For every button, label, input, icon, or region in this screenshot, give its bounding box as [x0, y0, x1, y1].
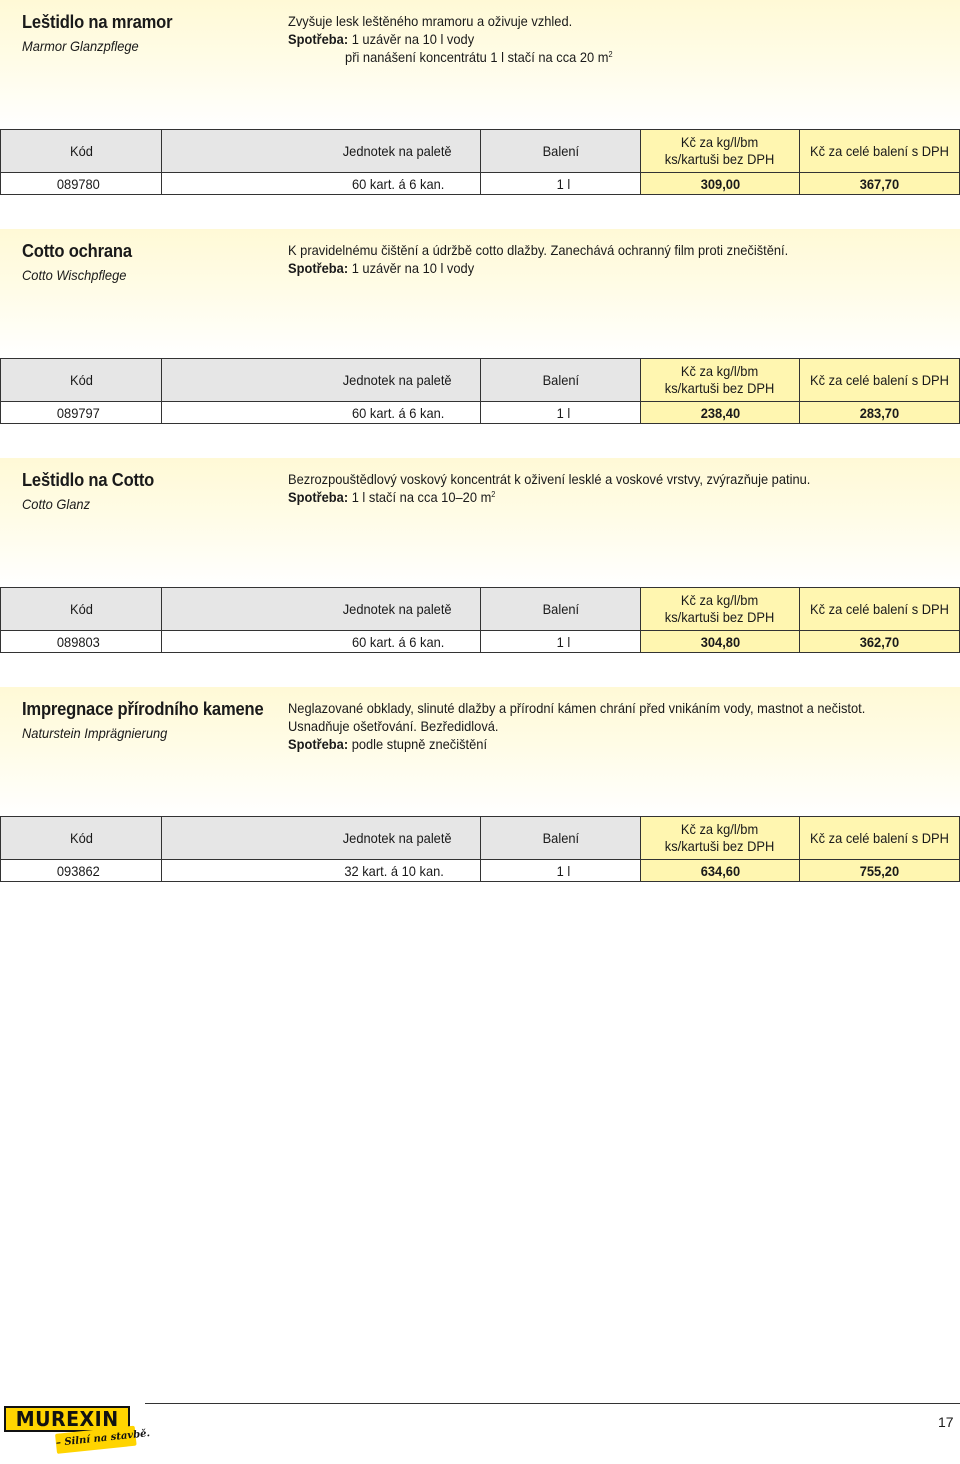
description-text: Bezrozpouštědlový voskový koncentrát k oživení lesklé a voskové vrstvy, zvýrazňuje patinu. [288, 471, 811, 487]
header-packaging: Balení [481, 130, 641, 173]
header-price-excl-vat: Kč za kg/l/bm ks/kartuši bez DPH [641, 588, 800, 631]
product-description-block [0, 0, 960, 128]
table-row [1, 173, 960, 195]
product-name-german: Cotto Wischpflege [22, 267, 127, 283]
header-kod: Kód [1, 588, 162, 631]
header-price-incl-vat: Kč za celé balení s DPH [800, 359, 960, 402]
price-table [0, 816, 960, 882]
header-price-incl-vat: Kč za celé balení s DPH [800, 130, 960, 173]
table-header-row [1, 588, 960, 631]
consumption-label: Spotřeba: [288, 489, 349, 505]
description-line [288, 48, 895, 66]
product-name: Impregnace přírodního kamene [22, 699, 264, 719]
cell-price-incl-vat: 367,70 [800, 173, 960, 195]
product-description [288, 12, 895, 66]
description-text: podle stupně znečištění [348, 736, 488, 752]
cell-units-per-pallet: 32 kart. á 10 kan. [162, 860, 481, 882]
header-packaging: Balení [481, 588, 641, 631]
header-price-excl-vat: Kč za kg/l/bm ks/kartuši bez DPH [641, 130, 800, 173]
header-price-excl-vat: Kč za kg/l/bm ks/kartuši bez DPH [641, 359, 800, 402]
product-description [288, 241, 895, 277]
description-text: Zvyšuje lesk leštěného mramoru a oživuje vzhled. [288, 13, 573, 29]
cell-kod: 093862 [1, 860, 162, 882]
price-table [0, 358, 960, 424]
table-header-row [1, 359, 960, 402]
header-units-per-pallet: Jednotek na paletě [162, 817, 481, 860]
product-name: Leštidlo na mramor [22, 12, 173, 32]
cell-price-incl-vat: 362,70 [800, 631, 960, 653]
product-name-german: Cotto Glanz [22, 496, 91, 512]
table-header-row [1, 130, 960, 173]
description-line [288, 717, 895, 735]
cell-units-per-pallet: 60 kart. á 6 kan. [162, 631, 481, 653]
cell-kod: 089797 [1, 402, 162, 424]
description-line [288, 470, 895, 488]
price-table [0, 129, 960, 195]
cell-units-per-pallet: 60 kart. á 6 kan. [162, 402, 481, 424]
murexin-logo: MUREXIN [4, 1406, 130, 1432]
table-row [1, 631, 960, 653]
table-row [1, 402, 960, 424]
description-line [288, 30, 895, 48]
consumption-label: Spotřeba: [288, 260, 349, 276]
table-row [1, 860, 960, 882]
cell-price-incl-vat: 283,70 [800, 402, 960, 424]
header-price-excl-vat: Kč za kg/l/bm ks/kartuši bez DPH [641, 817, 800, 860]
header-kod: Kód [1, 359, 162, 402]
superscript: 2 [491, 490, 496, 499]
description-text: Usnadňuje ošetřování. Bezředidlová. [288, 718, 499, 734]
product-description [288, 470, 895, 506]
slogan-badge: – Silní na stavbě. [55, 1426, 137, 1454]
header-kod: Kód [1, 130, 162, 173]
description-line [288, 735, 895, 753]
cell-packaging: 1 l [481, 631, 641, 653]
product-description-block [0, 458, 960, 586]
header-units-per-pallet: Jednotek na paletě [162, 130, 481, 173]
product-name: Leštidlo na Cotto [22, 470, 155, 490]
cell-price-excl-vat: 634,60 [641, 860, 800, 882]
footer-divider [145, 1403, 960, 1404]
description-text: 1 uzávěr na 10 l vody [348, 260, 475, 276]
header-price-incl-vat: Kč za celé balení s DPH [800, 588, 960, 631]
header-price-incl-vat: Kč za celé balení s DPH [800, 817, 960, 860]
description-line [288, 488, 895, 506]
header-units-per-pallet: Jednotek na paletě [162, 359, 481, 402]
product-description-block [0, 687, 960, 815]
consumption-label: Spotřeba: [288, 736, 349, 752]
product-name-german: Marmor Glanzpflege [22, 38, 139, 54]
description-text: Neglazované obklady, slinuté dlažby a přírodní kámen chrání před vnikáním vody, mastnot a nečistot. [288, 700, 866, 716]
cell-price-excl-vat: 304,80 [641, 631, 800, 653]
product-description-block [0, 229, 960, 357]
product-description [288, 699, 895, 753]
description-text: 1 l stačí na cca 10–20 m [348, 489, 492, 505]
table-header-row [1, 817, 960, 860]
superscript: 2 [608, 50, 613, 59]
cell-packaging: 1 l [481, 173, 641, 195]
cell-price-excl-vat: 238,40 [641, 402, 800, 424]
cell-kod: 089803 [1, 631, 162, 653]
header-packaging: Balení [481, 359, 641, 402]
cell-kod: 089780 [1, 173, 162, 195]
description-line [288, 241, 895, 259]
header-packaging: Balení [481, 817, 641, 860]
product-name: Cotto ochrana [22, 241, 132, 261]
consumption-label: Spotřeba: [288, 31, 349, 47]
header-kod: Kód [1, 817, 162, 860]
cell-price-excl-vat: 309,00 [641, 173, 800, 195]
description-line [288, 12, 895, 30]
description-text: K pravidelnému čištění a údržbě cotto dlažby. Zanechává ochranný film proti znečištění. [288, 242, 789, 258]
description-text: 1 uzávěr na 10 l vody [348, 31, 475, 47]
cell-packaging: 1 l [481, 860, 641, 882]
description-text: při nanášení koncentrátu 1 l stačí na cca 20 m [345, 49, 609, 65]
description-line [288, 699, 895, 717]
header-units-per-pallet: Jednotek na paletě [162, 588, 481, 631]
cell-units-per-pallet: 60 kart. á 6 kan. [162, 173, 481, 195]
cell-packaging: 1 l [481, 402, 641, 424]
product-name-german: Naturstein Imprägnierung [22, 725, 168, 741]
description-line [288, 259, 895, 277]
price-table [0, 587, 960, 653]
cell-price-incl-vat: 755,20 [800, 860, 960, 882]
page-number: 17 [938, 1414, 954, 1430]
